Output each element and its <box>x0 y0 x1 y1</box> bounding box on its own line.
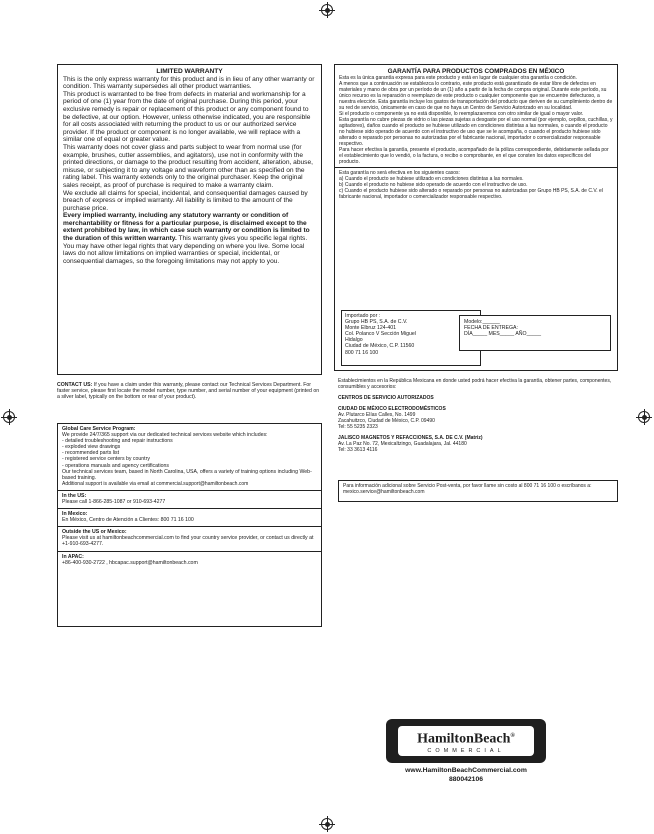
garantia-cases-intro: Esta garantía no será efectiva en los siguientes casos: <box>339 170 460 177</box>
warranty-disclaimer <box>63 212 316 265</box>
mexico-section <box>58 508 321 526</box>
delivery-date-fields: DÍA_____ MES_____ AÑO_____ <box>464 331 542 338</box>
global-care-item: - recommended parts list <box>62 450 120 457</box>
garantia-case: b) Cuando el producto no hubiese sido operado de acuerdo con el instructivo de uso. <box>339 182 528 189</box>
service-center-line: Zacahuitzco, Ciudad de México, C.P. 09490 <box>338 418 435 424</box>
service-center-line: Av. Plutarco Elías Calles, No. 1499 <box>338 412 416 418</box>
garantia-case: a) Cuando el producto se hubiese utilizado en condiciones distintas a las normales. <box>339 176 524 183</box>
importer-line: Importado por : <box>345 313 381 319</box>
limited-warranty-title: LIMITED WARRANTY <box>156 68 223 75</box>
apac-section <box>58 551 321 569</box>
delivery-date-label: FECHA DE ENTREGA: <box>464 325 518 332</box>
importer-line: Grupo HB PS, S.A. de C.V. <box>345 319 408 326</box>
brand-registered-mark: ® <box>510 733 515 739</box>
garantia-cases <box>335 167 617 203</box>
brand-name <box>398 728 534 748</box>
global-care-item: - detailed troubleshooting and repair instructions <box>62 438 173 445</box>
garantia-main <box>335 65 617 167</box>
warranty-disclaimer-closing: This warranty gives you specific legal rights. You may have other legal rights that vary depending on where you live. Some local laws do not allow limitations on implied warranties or special, incidental, or consequential damages, so the foregoing limitations may not apply to you. <box>63 235 308 265</box>
contact-us-label: CONTACT US: <box>57 382 93 388</box>
us-title: In the US: <box>62 492 87 499</box>
mexico-title: In Mexico: <box>62 511 88 518</box>
global-care-section <box>58 424 321 490</box>
product-code: 880042106 <box>448 776 484 783</box>
global-care-intro: We provide 24/7/365 support via our dedicated technical services website which includes: <box>62 432 268 439</box>
garantia-paragraph: Esta garantía no cubre piezas de vidrio o las piezas sujetas a desgaste por el uso normal (por ejemplo, cepillos, cuchillas, y agitadores), daños cuando el producto se hubiese utilizado en condiciones distintas a las normales, o cuando el producto no hubiese sido operado de acuerdo con el instructivo de uso que se le acompaña, o cuando el producto hubiese sido alterado o reparado por personas no autorizadas por el fabricante nacional, importador o comercializador responsable respectivo. <box>339 117 613 148</box>
limited-warranty-box <box>57 64 322 375</box>
us-text: Please call 1-866-285-1087 or 910-693-4277 <box>62 498 166 505</box>
garantia-box <box>334 64 618 371</box>
garantia-title: GARANTÍA PARA PRODUCTOS COMPRADOS EN MÉXICO <box>387 68 565 75</box>
brand-website[interactable]: www.HamiltonBeachCommercial.com <box>405 767 527 774</box>
service-center-line: Tel: 55 5235 2323 <box>338 424 378 430</box>
service-note: Para información adicional sobre Servicio Post-venta, por favor llame sin costo al 800 71 16 100 o escríbanos a: mexico.service@hamiltonbeach.com <box>343 483 592 495</box>
registration-mark-left <box>3 411 15 423</box>
garantia-paragraph: Esta es la única garantía expresa para este producto y está en lugar de cualquier otra garantía o condición. <box>339 75 577 82</box>
outside-title: Outside the US or Mexico: <box>62 529 127 536</box>
service-note-box <box>338 480 618 502</box>
mexico-text: En México, Centro de Atención a Clientes: 800 71 16 100 <box>62 517 194 524</box>
outside-section <box>58 526 321 550</box>
warranty-paragraph: This product is warranted to be free from defects in material and workmanship for a period of one (1) year from the date of original purchase. During this period, your exclusive remedy is repair or replacement of this product or any component found to be defective, at our option. However, unless otherwise indicated, you are responsible for all costs associated with returning the product to us or our authorized service provider. If the product or component is no longer available, we will replace with a similar one of equal or greater value. <box>63 90 311 144</box>
importer-line: 800 71 16 100 <box>345 349 379 356</box>
registration-mark-bottom <box>321 818 333 830</box>
us-section <box>58 490 321 508</box>
warranty-disclaimer-bold: Every implied warranty, including any statutory warranty or condition of merchantability or fitness for a particular purpose, is disclaimed except to the extent prohibited by law, in which case such warranty or condition is limited to the duration of this written warranty. <box>63 212 310 243</box>
warranty-paragraph: This is the only express warranty for this product and is in lieu of any other warranty or condition. This warranty supersedes all other product warranties. <box>63 75 315 91</box>
contact-us-text: If you have a claim under this warranty, please contact our Technical Services Department. For faster service, please first locate the model number, type number, and serial number of your equipment (printed on a silver label, typically on the bottom or rear of your product). <box>57 382 320 401</box>
warranty-paragraph: We exclude all claims for special, incidental, and consequential damages caused by breach of express or implied warranty. All liability is limited to the amount of the purchase price. <box>63 189 308 212</box>
importer-line: Hidalgo <box>345 337 363 344</box>
service-title: CENTROS DE SERVICIO AUTORIZADOS <box>338 395 434 401</box>
brand-name-text: HamiltonBeach <box>417 731 511 747</box>
global-care-item: - registered service centers by country <box>62 456 150 463</box>
brand-sub: COMMERCIAL <box>427 747 505 754</box>
apac-text: +86-400-930-2722 , hbcapac.support@hamiltonbeach.com <box>62 559 198 566</box>
global-care-email: Additional support is available via email at commercial.support@hamiltonbeach.com <box>62 480 249 487</box>
warranty-paragraph: This warranty does not cover glass and parts subject to wear from normal use (for example, brushes, cutter assemblies, and agitators), use not in conformity with the printed directions, or damage to the product resulting from accident, alteration, abuse, misuse, or subjecting it to any voltage and waveform other than as specified on the rating label. This warranty extends only to the original purchaser. Keep the original sales receipt, as proof of purchase is required to make a warranty claim. <box>63 143 313 189</box>
service-intro: Establecimientos en la República Mexicana en donde usted podrá hacer efectiva la garantía, obtener partes, componentes, consumibles y accesorios: <box>338 378 612 390</box>
service-center-line: Av. La Paz No. 72, Mexicaltzingo, Guadalajara, Jal. 44180 <box>338 441 467 447</box>
importer-line: Monte Elbruz 124-401 <box>345 325 397 332</box>
care-service-box <box>57 423 322 627</box>
garantia-paragraph: Si el producto o componente ya no está disponible, lo reemplazaremos con otro similar de igual o mayor valor. <box>339 111 584 118</box>
delivery-box <box>459 315 611 351</box>
registration-mark-top <box>321 4 333 16</box>
global-care-item: - exploded view drawings <box>62 444 121 451</box>
apac-title: In APAC: <box>62 553 84 560</box>
service-center-name: CIUDAD DE MÉXICO ELECTRODOMÉSTICOS <box>338 406 446 412</box>
importer-line: Ciudad de México, C.P. 11560 <box>345 343 415 350</box>
service-center-name: JALISCO MAGNETOS Y REFACCIONES, S.A. DE C.V. (Matriz) <box>338 435 483 441</box>
importer-line: Col. Polanco V Sección Miguel <box>345 331 416 338</box>
registration-mark-right <box>638 411 650 423</box>
garantia-paragraph: Para hacer efectiva la garantía, presente el producto, acompañado de la póliza correspondiente, debidamente sellada por el establecimiento que lo vendió, o la factura, o recibo o comprobante, en el que consten los datos específicos del producto. <box>339 147 609 166</box>
global-care-item: - operations manuals and agency certifications <box>62 462 169 469</box>
garantia-paragraph: A menos que a continuación se establezca lo contrario, este producto está garantizado de estar libre de defectos en materiales y mano de obra por un período de un (1) año a partir de la fecha de compra original. Durante este período, su único recurso es la reparación o reemplazo de este producto o cualquier componente que se encuentre defectuoso, a nuestra elección. Esta garantía incluye los gastos de transportación del producto que deriven de su cumplimiento dentro de su red de servicio, únicamente en caso de que no haya un Centro de Servicio Autorizado en su localidad. <box>339 81 613 112</box>
service-center-line: Tel: 33 3613 4116 <box>338 447 378 453</box>
service-centers <box>338 378 618 453</box>
contact-us <box>57 382 322 400</box>
garantia-case: c) Cuando el producto hubiese sido alterado o reparado por personas no autorizadas por Grupo HB PS, S.A. de C.V. el fabricante nacional, importador o comercializador responsable respectivo. <box>339 188 603 201</box>
model-field-label: Modelo:______ <box>464 319 500 325</box>
global-care-title: Global Care Service Program: <box>62 426 136 432</box>
global-care-team: Our technical services team, based in North Carolina, USA, offers a variety of training options including Web-based training. <box>62 468 312 481</box>
outside-text: Please visit us at hamiltonbeachcommercial.com to find your country service provider, or contact us directly at +1-910-693-4277. <box>62 535 314 548</box>
brand-logo-plate <box>398 726 534 756</box>
